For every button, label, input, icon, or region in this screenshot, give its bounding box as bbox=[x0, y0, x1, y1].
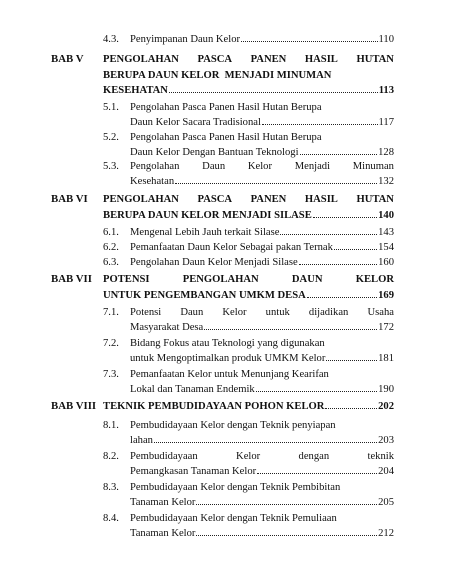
dot-leader bbox=[175, 183, 377, 184]
title-word: PASCA bbox=[197, 54, 233, 65]
section-title: Pengolahan Daun Kelor Menjadi Silase bbox=[130, 257, 298, 268]
page-number: 140 bbox=[378, 210, 394, 221]
title-word: HUTAN bbox=[356, 194, 394, 205]
title-word: POTENSI bbox=[103, 274, 150, 285]
section-title-line[interactable]: Pembudidayaan Kelor dengan Teknik Pemuliaan bbox=[130, 513, 337, 524]
section-number: 8.1. bbox=[103, 420, 119, 431]
title-word: PENGOLAHAN bbox=[103, 54, 179, 65]
title-word: PANEN bbox=[250, 194, 287, 205]
section-number: 8.2. bbox=[103, 451, 119, 462]
dot-leader bbox=[257, 473, 377, 474]
title-word: dijadikan bbox=[308, 307, 349, 318]
page-number: 204 bbox=[378, 466, 394, 477]
dot-leader bbox=[204, 329, 377, 330]
title-word: teknik bbox=[367, 451, 394, 462]
toc-entry-5-3[interactable] bbox=[130, 175, 394, 188]
title-word: Potensi bbox=[130, 307, 162, 318]
dot-leader bbox=[196, 535, 377, 536]
dot-leader bbox=[241, 41, 377, 42]
toc-entry-5-1[interactable] bbox=[130, 116, 394, 129]
chapter-title: KESEHATAN bbox=[103, 85, 168, 96]
toc-entry-6-3[interactable] bbox=[130, 256, 394, 269]
title-word: PANEN bbox=[250, 54, 287, 65]
chapter-title: TEKNIK PEMBUDIDAYAAN POHON KELOR bbox=[103, 401, 325, 412]
dot-leader bbox=[326, 360, 377, 361]
page-number: 181 bbox=[378, 353, 394, 364]
page-number: 160 bbox=[378, 257, 394, 268]
toc-entry-bab-7[interactable] bbox=[103, 289, 394, 302]
title-word: Usaha bbox=[367, 307, 394, 318]
title-word: PENGOLAHAN bbox=[182, 274, 259, 285]
title-word: Kelor bbox=[222, 307, 247, 318]
page-number: 117 bbox=[378, 117, 394, 128]
page-number: 190 bbox=[378, 384, 394, 395]
dot-leader bbox=[300, 154, 378, 155]
section-title-line[interactable]: Pengolahan Pasca Panen Hasil Hutan Berupa bbox=[130, 102, 322, 113]
section-title: Mengenal Lebih Jauh terkait Silase bbox=[130, 227, 280, 238]
dot-leader bbox=[325, 408, 377, 409]
page-number: 128 bbox=[378, 147, 394, 158]
section-title-line[interactable]: Pembudidayaan Kelor dengan Teknik Pembibitan bbox=[130, 482, 341, 493]
section-number: 5.2. bbox=[103, 132, 119, 143]
title-word: Kelor bbox=[247, 161, 272, 172]
section-number: 6.2. bbox=[103, 242, 119, 253]
section-title: Lokal dan Tanaman Endemik bbox=[130, 384, 255, 395]
toc-entry-bab-8[interactable] bbox=[103, 400, 394, 413]
section-title: Penyimpanan Daun Kelor bbox=[130, 34, 241, 45]
section-title-line[interactable] bbox=[130, 450, 394, 463]
title-word: Kelor bbox=[236, 451, 261, 462]
toc-entry-8-4[interactable] bbox=[130, 527, 394, 540]
section-title: Daun Kelor Sacara Tradisional bbox=[130, 117, 261, 128]
section-title-line[interactable]: Pemanfaatan Kelor untuk Menunjang Kearifan bbox=[130, 369, 329, 380]
section-title-line[interactable] bbox=[130, 160, 394, 173]
chapter-label: BAB VI bbox=[51, 193, 88, 205]
section-title: Kesehatan bbox=[130, 176, 175, 187]
section-number: 7.2. bbox=[103, 338, 119, 349]
section-number: 7.3. bbox=[103, 369, 119, 380]
dot-leader bbox=[169, 92, 378, 93]
title-word: DAUN bbox=[291, 274, 323, 285]
section-title: Pemanfaatan Daun Kelor Sebagai pakan Ternak bbox=[130, 242, 333, 253]
section-title: lahan bbox=[130, 435, 153, 446]
chapter-title-line[interactable] bbox=[103, 53, 394, 66]
title-word: Daun bbox=[180, 307, 204, 318]
chapter-title: BERUPA DAUN KELOR MENJADI SILASE bbox=[103, 210, 312, 221]
toc-entry-bab-6[interactable] bbox=[103, 209, 394, 222]
chapter-title-line[interactable] bbox=[103, 273, 394, 286]
section-title: Tanaman Kelor bbox=[130, 497, 196, 508]
chapter-title-line[interactable]: BERUPA DAUN KELOR MENJADI MINUMAN bbox=[103, 70, 332, 81]
section-number: 7.1. bbox=[103, 307, 119, 318]
title-word: Pengolahan bbox=[130, 161, 180, 172]
section-number: 8.4. bbox=[103, 513, 119, 524]
page-number: 132 bbox=[378, 176, 394, 187]
title-word: Pembudidayaan bbox=[130, 451, 198, 462]
title-word: PASCA bbox=[197, 194, 233, 205]
section-title: untuk Mengoptimalkan produk UMKM Kelor bbox=[130, 353, 326, 364]
page-number: 203 bbox=[378, 435, 394, 446]
page-number: 172 bbox=[378, 322, 394, 333]
dot-leader bbox=[280, 234, 377, 235]
section-number: 8.3. bbox=[103, 482, 119, 493]
section-number: 4.3. bbox=[103, 34, 119, 45]
toc-entry-bab-5[interactable] bbox=[103, 84, 394, 97]
title-word: PENGOLAHAN bbox=[103, 194, 179, 205]
toc-entry-8-1[interactable] bbox=[130, 434, 394, 447]
title-word: untuk bbox=[265, 307, 290, 318]
title-word: Daun bbox=[202, 161, 226, 172]
toc-entry-7-2[interactable] bbox=[130, 352, 394, 365]
section-title-line[interactable]: Bidang Fokus atau Teknologi yang digunakan bbox=[130, 338, 325, 349]
section-number: 6.3. bbox=[103, 257, 119, 268]
toc-entry-4-3[interactable] bbox=[130, 33, 394, 46]
dot-leader bbox=[307, 297, 377, 298]
dot-leader bbox=[196, 504, 377, 505]
page-number: 113 bbox=[378, 85, 394, 96]
title-word: HASIL bbox=[304, 194, 338, 205]
toc-entry-8-2[interactable] bbox=[130, 465, 394, 478]
page-number: 202 bbox=[378, 401, 394, 412]
chapter-label: BAB V bbox=[51, 53, 84, 65]
dot-leader bbox=[256, 391, 377, 392]
toc-entry-6-2[interactable] bbox=[130, 241, 394, 254]
toc-entry-5-2[interactable] bbox=[130, 146, 394, 159]
title-word: HUTAN bbox=[356, 54, 394, 65]
page-number: 154 bbox=[378, 242, 394, 253]
chapter-label: BAB VIII bbox=[51, 400, 97, 412]
toc-entry-8-3[interactable] bbox=[130, 496, 394, 509]
page-number: 205 bbox=[378, 497, 394, 508]
section-number: 5.1. bbox=[103, 102, 119, 113]
toc-entry-7-1[interactable] bbox=[130, 321, 394, 334]
dot-leader bbox=[313, 217, 377, 218]
dot-leader bbox=[334, 249, 377, 250]
section-number: 5.3. bbox=[103, 161, 119, 172]
page-number: 169 bbox=[378, 290, 394, 301]
page-number: 143 bbox=[378, 227, 394, 238]
toc-entry-6-1[interactable] bbox=[130, 226, 394, 239]
section-title: Pemangkasan Tanaman Kelor bbox=[130, 466, 257, 477]
chapter-title: UNTUK PENGEMBANGAN UMKM DESA bbox=[103, 290, 306, 301]
title-word: HASIL bbox=[304, 54, 338, 65]
toc-entry-7-3[interactable] bbox=[130, 383, 394, 396]
dot-leader bbox=[154, 442, 377, 443]
title-word: dengan bbox=[298, 451, 330, 462]
section-title: Masyarakat Desa bbox=[130, 322, 204, 333]
dot-leader bbox=[299, 264, 377, 265]
section-title: Tanaman Kelor bbox=[130, 528, 196, 539]
page-number: 212 bbox=[378, 528, 394, 539]
title-word: Menjadi bbox=[294, 161, 331, 172]
section-title-line[interactable] bbox=[130, 306, 394, 319]
section-title: Daun Kelor Dengan Bantuan Teknologi bbox=[130, 147, 299, 158]
dot-leader bbox=[262, 124, 378, 125]
title-word: KELOR bbox=[355, 274, 394, 285]
chapter-label: BAB VII bbox=[51, 273, 92, 285]
section-title-line[interactable]: Pembudidayaan Kelor dengan Teknik penyiapan bbox=[130, 420, 336, 431]
title-word: Minuman bbox=[352, 161, 394, 172]
section-number: 6.1. bbox=[103, 227, 119, 238]
section-title-line[interactable]: Pengolahan Pasca Panen Hasil Hutan Berupa bbox=[130, 132, 322, 143]
chapter-title-line[interactable] bbox=[103, 193, 394, 206]
page-number: 110 bbox=[378, 34, 394, 45]
